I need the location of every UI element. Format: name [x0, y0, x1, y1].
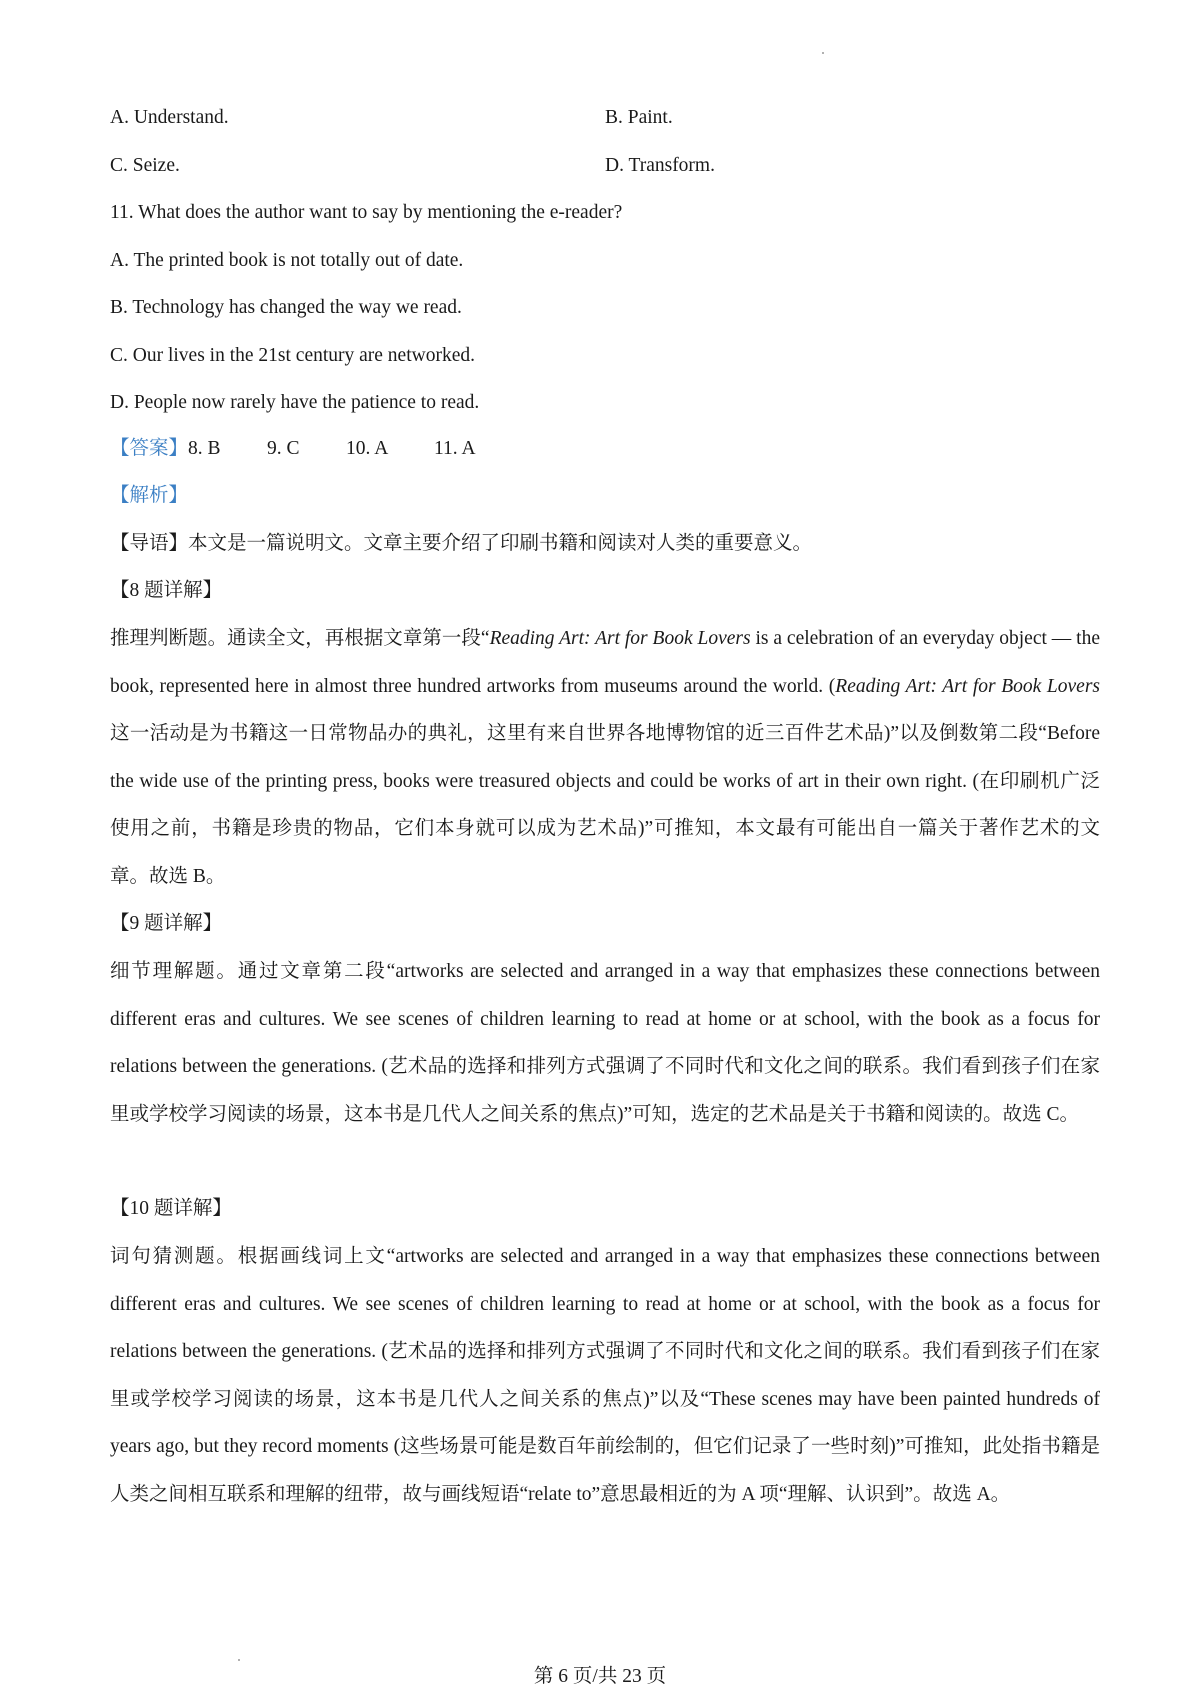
option-d-text: D. Transform. [605, 155, 715, 176]
question-11-option-b: B. Technology has changed the way we read. [110, 297, 462, 318]
option-a [110, 108, 229, 128]
page-footer: 第 6 页/共 23 页 [533, 1666, 667, 1687]
question-11-option-a: A. The printed book is not totally out of date. [110, 250, 464, 271]
q10-heading: 【10 题详解】 [110, 1198, 232, 1219]
q8-title-1: Reading Art: Art for Book Lovers [489, 628, 751, 649]
q8-heading: 【8 题详解】 [110, 580, 223, 601]
q10-explanation: 词句猜测题。根据画线词上文“artworks are selected and arranged in a way that emphasizes these connections between different eras and cultures. We see scenes of children learning to read at home or at school, with the book as a focus for relations between the generations. (艺术品的选择和排列方式强调了不同时代和文化之间的联系。我们看到孩子们在家里或学校学习阅读的场景，这本书是几代人之间关系的焦点)”以及“These scenes may have been painted hundreds of years ago, but they record moments (这些场景可能是数百年前绘制的，但它们记录了一些时刻)”可推知，此处指书籍是人类之间相互联系和理解的纽带，故与画线短语“relate to”意思最相近的为 A 项“理解、认识到”。故选 A。 [110, 1246, 1100, 1505]
option-c [110, 156, 180, 176]
q9-heading: 【9 题详解】 [110, 913, 223, 934]
question-11-option-d: D. People now rarely have the patience to read. [110, 392, 480, 413]
q8-title-2: Reading Art: Art for Book Lovers [835, 675, 1101, 697]
option-d [605, 156, 715, 176]
q9-explanation: 细节理解题。通过文章第二段“artworks are selected and arranged in a way that emphasizes these connections between different eras and cultures. We see scenes of children learning to read at home or at school, with the book as a focus for relations between the generations. (艺术品的选择和排列方式强调了不同时代和文化之间的联系。我们看到孩子们在家里或学校学习阅读的场景，这本书是几代人之间关系的焦点)”可知，选定的艺术品是关于书籍和阅读的。故选 C。 [110, 961, 1100, 1125]
option-c-text: C. Seize. [110, 155, 180, 176]
guide-text: 【导语】本文是一篇说明文。文章主要介绍了印刷书籍和阅读对人类的重要意义。 [110, 533, 813, 554]
option-a-text: A. Understand. [110, 107, 229, 128]
q8-text-3: 这一活动是为书籍这一日常物品办的典礼，这里有来自世界各地博物馆的近三百件艺术品)”以及倒数第二段“Before the wide use of the printing press, books were treasured objects and could be works of art in their own right. (在印刷机广泛使用之前，书籍是珍贵的物品，它们本身就可以成为艺术品)”可推知，本文最有可能出自一篇关于著作艺术的文章。故选 B。 [110, 723, 1100, 887]
answer-8: 8. B [188, 438, 221, 459]
scan-dot [822, 52, 824, 54]
q8-text-1: 推理判断题。通读全文，再根据文章第一段“ [110, 628, 490, 649]
option-b-text: B. Paint. [605, 107, 673, 128]
question-11-stem: 11. What does the author want to say by mentioning the e-reader? [110, 202, 623, 223]
answer-label: 【答案】 [110, 438, 189, 459]
q8-text-2: is a celebration of an everyday object — the book, represented here in almost three hundred artworks from museums around the world. ( [110, 628, 1101, 697]
answer-line [110, 439, 476, 459]
option-b [605, 108, 673, 128]
answer-10: 10. A [346, 438, 389, 459]
answer-11: 11. A [434, 438, 476, 459]
q8-explanation [110, 615, 1100, 900]
answer-9: 9. C [267, 438, 300, 459]
question-11-option-c: C. Our lives in the 21st century are networked. [110, 345, 475, 366]
analysis-label: 【解析】 [110, 485, 189, 506]
